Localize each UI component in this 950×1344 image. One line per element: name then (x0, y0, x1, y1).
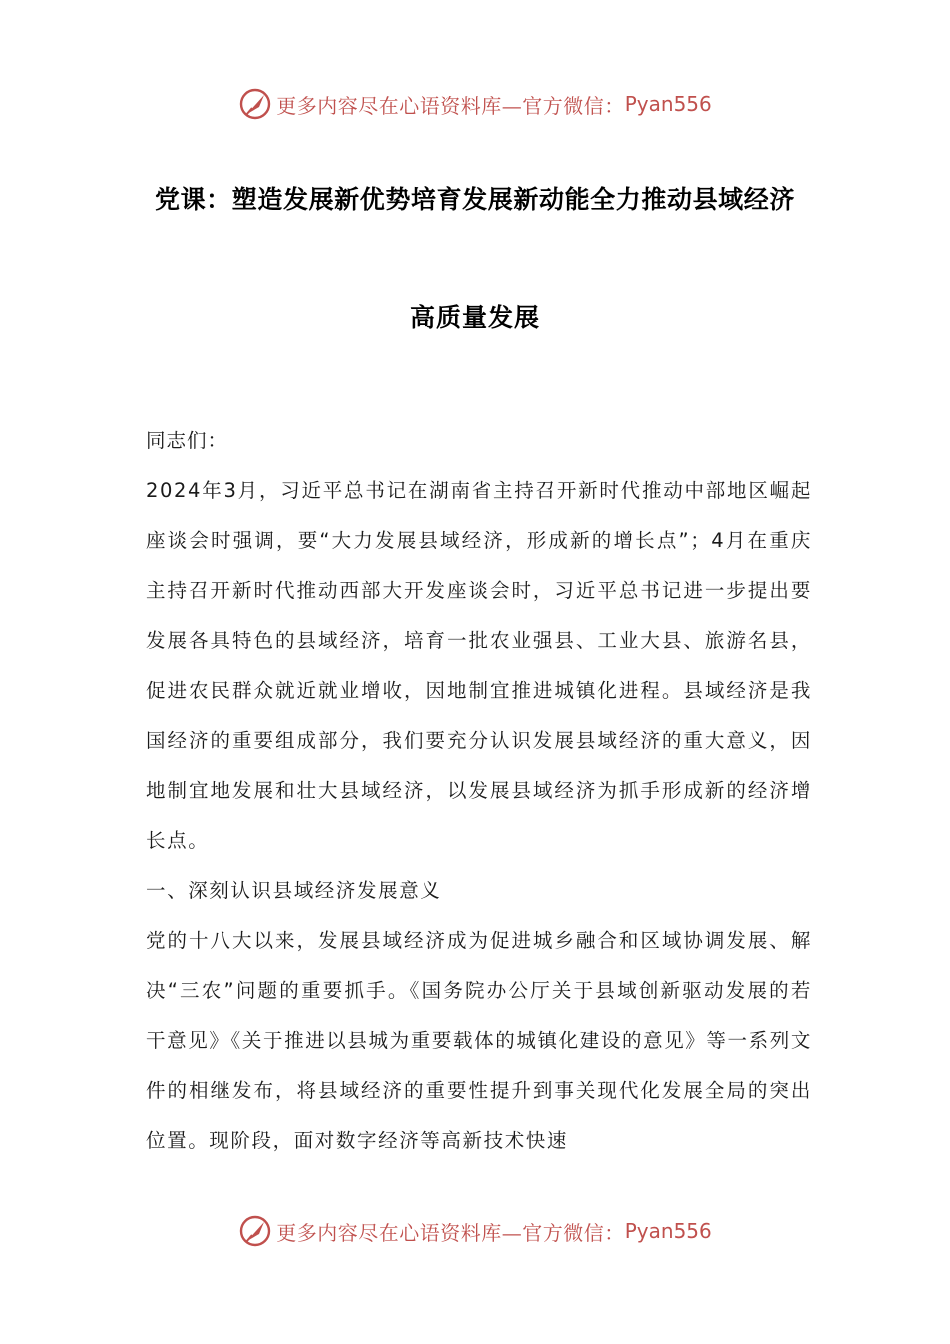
watermark-wechat-id: Pyan556 (624, 1219, 712, 1243)
watermark-text: 更多内容尽在心语资料库—官方微信： (276, 93, 625, 118)
watermark-wechat-id: Pyan556 (624, 92, 712, 116)
quill-logo-icon (238, 87, 272, 121)
paragraph-2: 党的十八大以来，发展县域经济成为促进城乡融合和区域协调发展、解决“三农”问题的重要抓手。《国务院办公厅关于县域创新驱动发展的若干意见》《关于推进以县城为重要载体的城镇化建设的意见》等一系列文件的相继发布，将县域经济的重要性提升到事关现代化发展全局的突出位置。现阶段，面对数字经济等高新技术快速 (146, 929, 812, 1152)
paragraph-1: 2024年3月，习近平总书记在湖南省主持召开新时代推动中部地区崛起座谈会时强调，要“大力发展县域经济，形成新的增长点”；4月在重庆主持召开新时代推动西部大开发座谈会时，习近平总书记进一步提出要发展各具特色的县域经济，培育一批农业强县、工业大县、旅游名县，促进农民群众就近就业增收，因地制宜推进城镇化进程。县域经济是我国经济的重要组成部分，我们要充分认识发展县域经济的重大意义，因地制宜地发展和壮大县域经济，以发展县域经济为抓手形成新的经济增长点。 (146, 479, 812, 852)
document-body (146, 416, 812, 1166)
quill-logo-icon (238, 1214, 272, 1248)
section-heading-1: 一、深刻认识县域经济发展意义 (146, 879, 442, 902)
salutation: 同志们： (146, 429, 229, 452)
watermark-footer (0, 1211, 950, 1251)
watermark-text: 更多内容尽在心语资料库—官方微信： (276, 1220, 625, 1245)
document-title-line1: 党课：塑造发展新优势培育发展新动能全力推动县域经济 (154, 185, 795, 214)
watermark-header (0, 84, 950, 124)
document-title-line2: 高质量发展 (409, 303, 540, 332)
